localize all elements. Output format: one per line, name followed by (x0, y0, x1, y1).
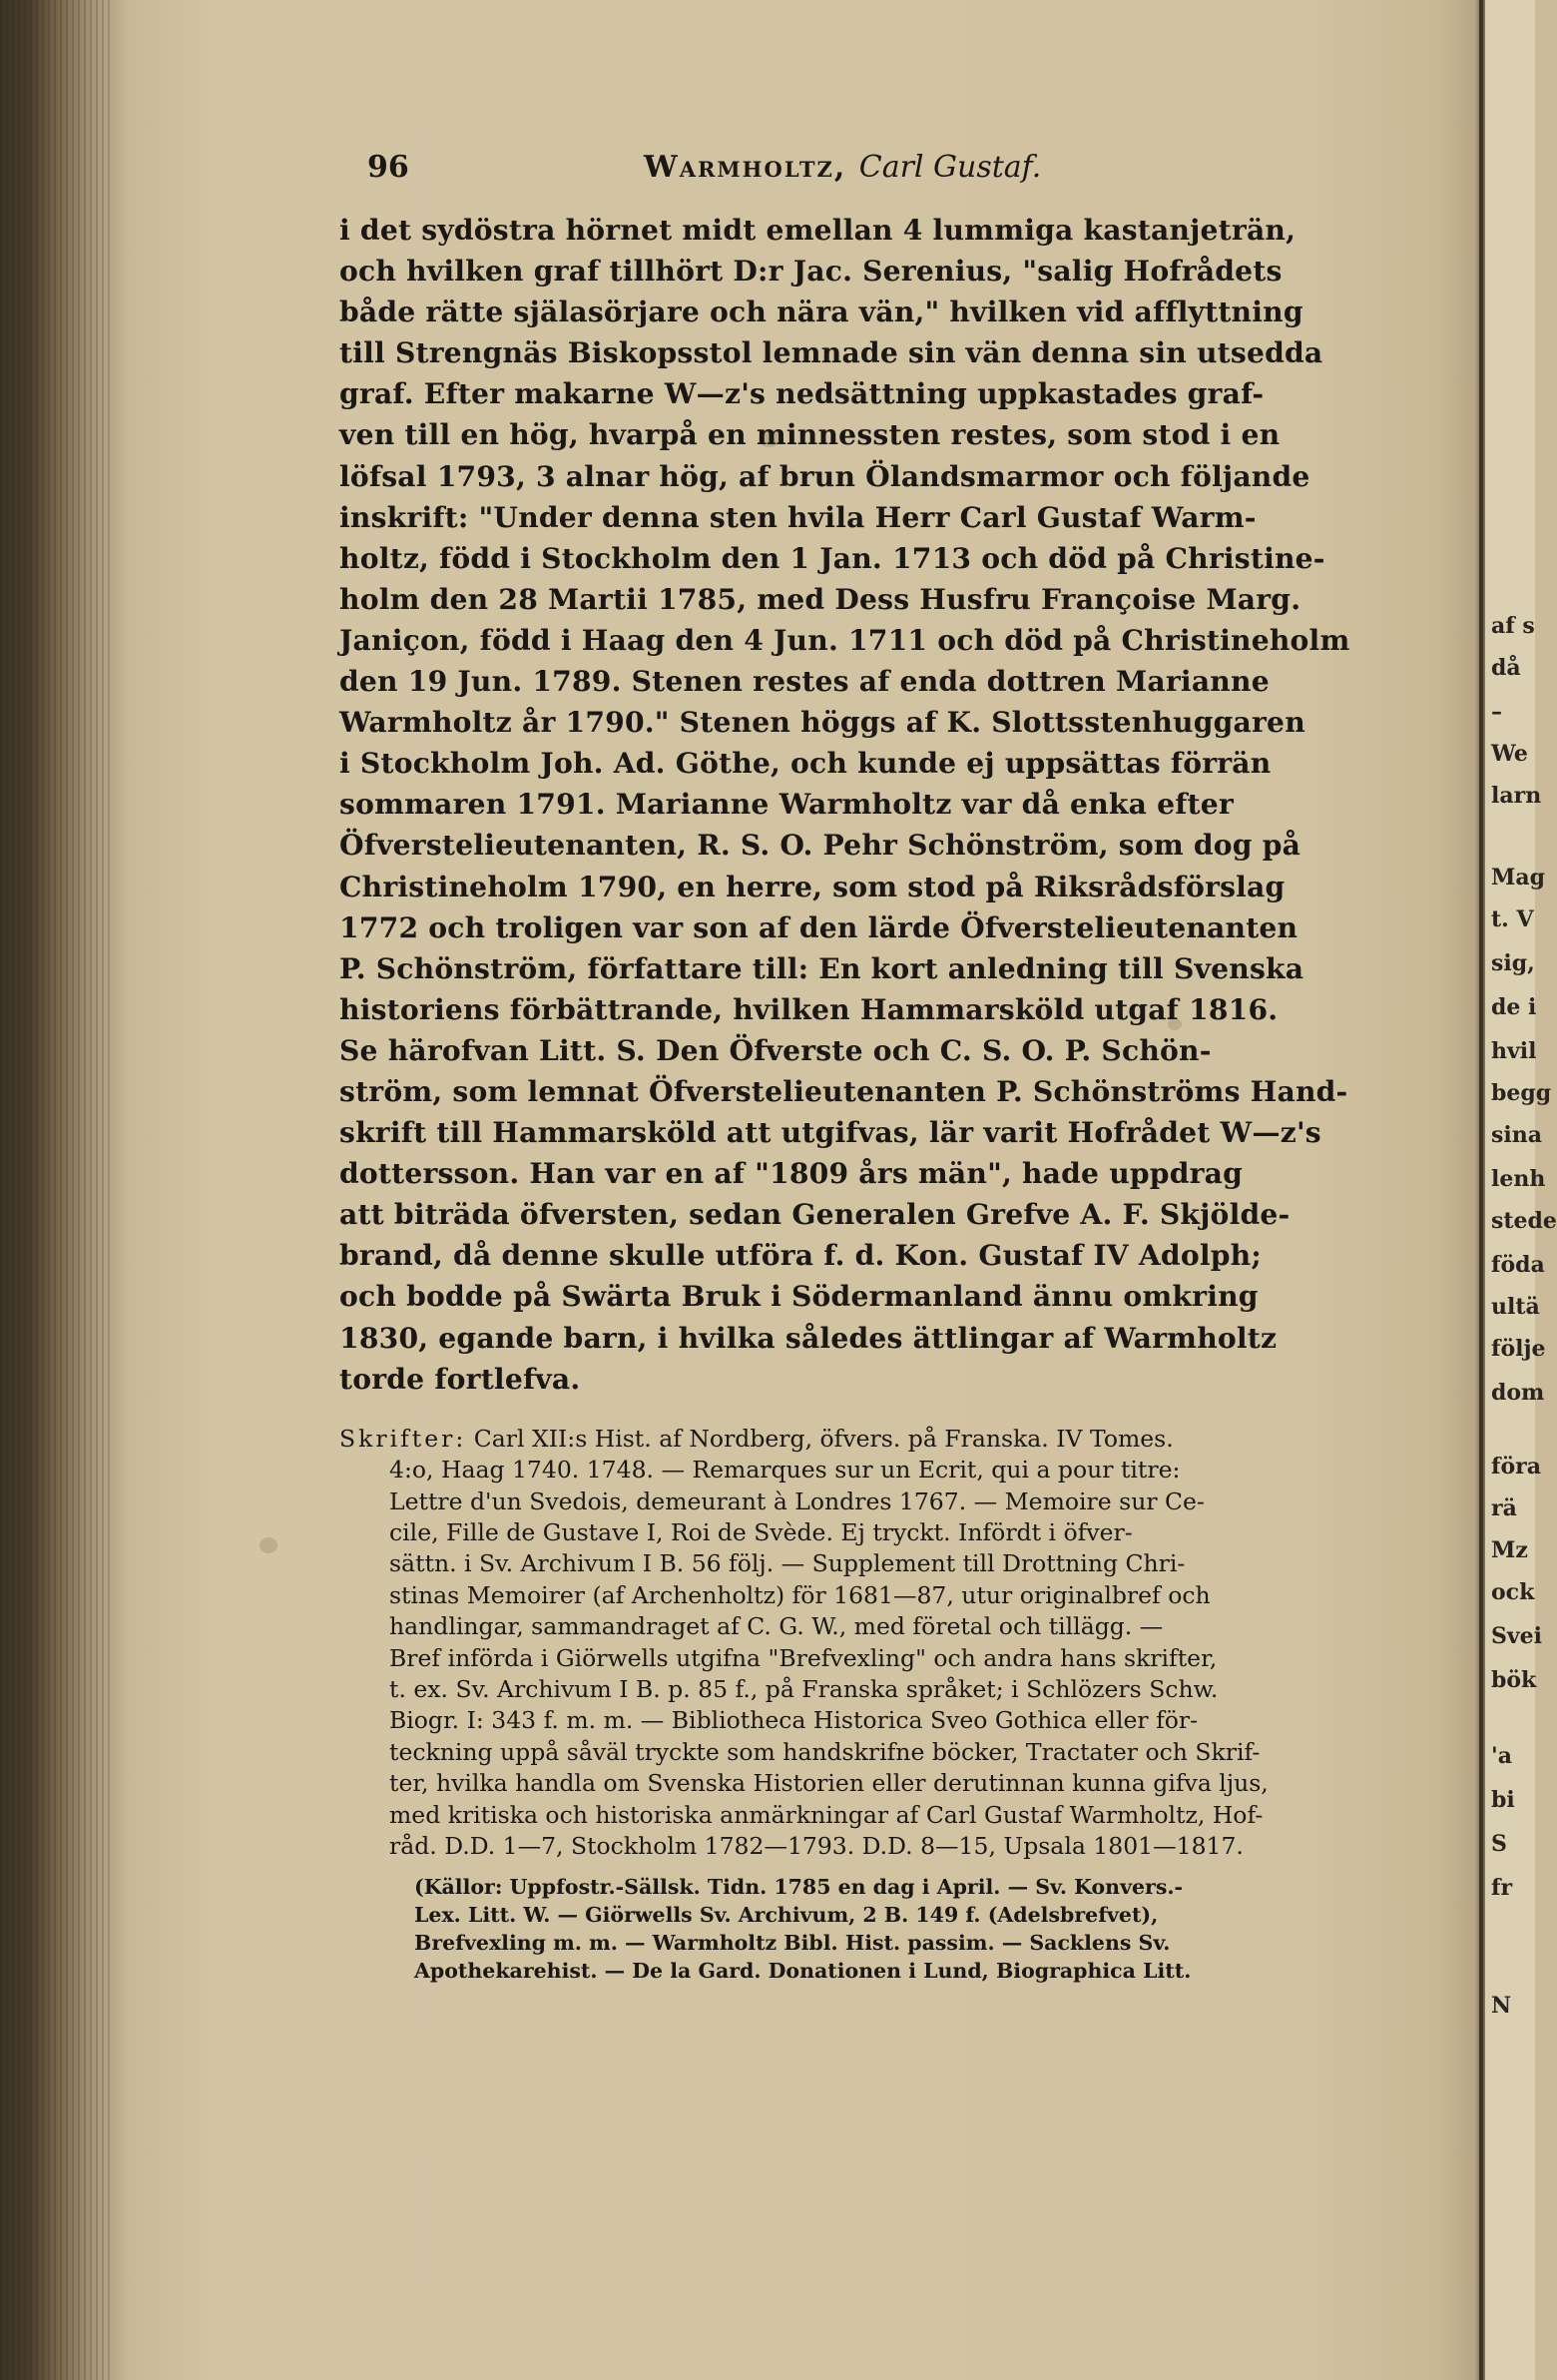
text-line: och bodde på Swärta Bruk i Södermanland ännu omkring (339, 1280, 1259, 1314)
writings-line: sättn. i Sv. Archivum I B. 56 följ. — Supplement till Drottning Chri- (389, 1549, 1186, 1578)
writings-line: Lettre d'un Svedois, demeurant à Londres 1767. — Memoire sur Ce- (389, 1487, 1205, 1515)
text-line: den 19 Jun. 1789. Stenen restes af enda dottren Marianne (339, 665, 1270, 699)
text-line: i det sydöstra hörnet midt emellan 4 lummiga kastanjeträn, (339, 214, 1297, 247)
text-line: att biträda öfversten, sedan Generalen Grefve A. F. Skjölde- (339, 1198, 1291, 1232)
adjacent-fragment: bi (1491, 1787, 1515, 1813)
adjacent-fragment: larn (1491, 783, 1542, 809)
writings-line: teckning uppå såväl tryckte som handskrifne böcker, Tractater och Skrif- (389, 1737, 1261, 1766)
page-edge (1479, 0, 1483, 2380)
text-line: till Strengnäs Biskopsstol lemnade sin vän denna sin utsedda (339, 336, 1323, 370)
adjacent-fragment: af s (1491, 613, 1535, 639)
adjacent-fragment: Svei (1491, 1623, 1543, 1649)
text-line: holtz, född i Stockholm den 1 Jan. 1713 och död på Christine- (339, 541, 1325, 575)
text-line: historiens förbättrande, hvilken Hammarsköld utgaf 1816. (339, 992, 1279, 1026)
running-head-surname: Warmholtz, (644, 150, 847, 185)
adjacent-fragment: begg (1491, 1080, 1552, 1106)
adjacent-fragment: då (1491, 655, 1521, 681)
sources-section (414, 1874, 1417, 1985)
book-page (339, 140, 1417, 1986)
adjacent-fragment: stede (1491, 1208, 1557, 1234)
running-head-given-names: Carl Gustaf. (858, 150, 1042, 185)
main-text (339, 210, 1417, 1400)
writings-line: Bref införda i Giörwells utgifna "Brefvexling" och andra hans skrifter, (389, 1643, 1218, 1672)
text-line: skrift till Hammarsköld att utgifvas, lär varit Hofrådet W—z's (339, 1116, 1321, 1150)
text-line: ven till en hög, hvarpå en minnessten restes, som stod i en (339, 418, 1281, 452)
adjacent-fragment: hvil (1491, 1038, 1537, 1064)
adjacent-fragment: de i (1491, 994, 1537, 1020)
adjacent-fragment: följe (1491, 1336, 1546, 1362)
text-line: Christineholm 1790, en herre, som stod på Riksrådsförslag (339, 870, 1286, 903)
adjacent-fragment: sina (1491, 1122, 1542, 1148)
writings-line: ter, hvilka handla om Svenska Historien eller derutinnan kunna gifva ljus, (389, 1769, 1269, 1798)
adjacent-fragment: 'a (1491, 1743, 1512, 1769)
adjacent-fragment: ultä (1491, 1294, 1540, 1320)
writings-label: Skrifter: (339, 1424, 467, 1453)
writings-line: t. ex. Sv. Archivum I B. p. 85 f., på Franska språket; i Schlözers Schw. (389, 1674, 1219, 1703)
text-line: graf. Efter makarne W—z's nedsättning uppkastades graf- (339, 377, 1265, 411)
text-line: dottersson. Han var en af "1809 års män", hade uppdrag (339, 1157, 1244, 1191)
foxing-spot (260, 1537, 277, 1553)
sources-line: Brefvexling m. m. — Warmholtz Bibl. Hist. passim. — Sacklens Sv. (414, 1931, 1171, 1955)
writings-line: Carl XII:s Hist. af Nordberg, öfvers. på Franska. IV Tomes. (473, 1424, 1174, 1453)
text-line: brand, då denne skulle utföra f. d. Kon. Gustaf IV Adolph; (339, 1239, 1262, 1273)
adjacent-fragment: Mz (1491, 1537, 1528, 1563)
writings-section (339, 1424, 1417, 1863)
sources-line: (Källor: Uppfostr.-Sällsk. Tidn. 1785 en dag i April. — Sv. Konvers.- (414, 1875, 1184, 1900)
text-line: P. Schönström, författare till: En kort anledning till Svenska (339, 951, 1304, 985)
adjacent-fragment: lenh (1491, 1166, 1546, 1192)
sources-line: Lex. Litt. W. — Giörwells Sv. Archivum, 2 B. 149 f. (Adelsbrefvet), (414, 1903, 1159, 1928)
running-head-title (644, 150, 1041, 185)
adjacent-fragment: t. V (1491, 906, 1534, 932)
adjacent-fragment: ock (1491, 1579, 1535, 1605)
adjacent-page-strip (1485, 0, 1557, 2380)
writings-line: Biogr. I: 343 f. m. m. — Bibliotheca Historica Sveo Gothica eller för- (389, 1706, 1199, 1735)
text-line: Janiçon, född i Haag den 4 Jun. 1711 och död på Christineholm (339, 623, 1350, 657)
adjacent-fragment: – (1491, 699, 1502, 725)
writings-line: stinas Memoirer (af Archenholtz) för 1681—87, utur originalbref och (389, 1580, 1211, 1609)
text-line: sommaren 1791. Marianne Warmholtz var då enka efter (339, 788, 1234, 822)
page-number: 96 (367, 150, 409, 185)
text-line: löfsal 1793, 3 alnar hög, af brun Ölandsmarmor och följande (339, 459, 1310, 493)
adjacent-fragment: föra (1491, 1454, 1541, 1480)
writings-line: cile, Fille de Gustave I, Roi de Svède. Ej tryckt. Infördt i öfver- (389, 1517, 1133, 1546)
text-line: Warmholtz år 1790." Stenen höggs af K. Slottsstenhuggaren (339, 706, 1305, 740)
writings-line: råd. D.D. 1—7, Stockholm 1782—1793. D.D. 8—15, Upsala 1801—1817. (389, 1832, 1244, 1860)
writings-line: 4:o, Haag 1740. 1748. — Remarques sur un Ecrit, qui a pour titre: (389, 1456, 1181, 1485)
writings-first-line (339, 1424, 1417, 1455)
text-line: holm den 28 Martii 1785, med Dess Husfru Françoise Marg. (339, 582, 1301, 616)
adjacent-fragment: S (1491, 1831, 1507, 1857)
text-line: Öfverstelieutenanten, R. S. O. Pehr Schönström, som dog på (339, 829, 1301, 863)
text-line: och hvilken graf tillhört D:r Jac. Serenius, "salig Hofrådets (339, 255, 1283, 289)
adjacent-fragment: We (1491, 741, 1528, 767)
text-line: både rätte själasörjare och nära vän," hvilken vid afflyttning (339, 296, 1303, 329)
text-line: torde fortlefva. (339, 1362, 581, 1396)
text-line: Se härofvan Litt. S. Den Öfverste och C. S. O. P. Schön- (339, 1033, 1212, 1067)
running-head (339, 140, 1417, 200)
text-line: 1772 och troligen var son af den lärde Öfverstelieutenanten (339, 910, 1298, 944)
sources-line: Apothekarehist. — De la Gard. Donationen i Lund, Biographica Litt. (414, 1958, 1192, 1983)
writings-line: handlingar, sammandraget af C. G. W., med företal och tillägg. — (389, 1612, 1164, 1641)
text-line: ström, som lemnat Öfverstelieutenanten P. Schönströms Hand- (339, 1074, 1348, 1108)
text-line: i Stockholm Joh. Ad. Göthe, och kunde ej uppsättas förrän (339, 747, 1272, 781)
writings-line: med kritiska och historiska anmärkningar af Carl Gustaf Warmholtz, Hof- (389, 1800, 1264, 1829)
text-line: 1830, egande barn, i hvilka således ättlingar af Warmholtz (339, 1321, 1278, 1355)
adjacent-fragment: dom (1491, 1380, 1545, 1406)
adjacent-fragment: föda (1491, 1252, 1545, 1278)
adjacent-fragment: rä (1491, 1495, 1517, 1521)
text-line: inskrift: "Under denna sten hvila Herr Carl Gustaf Warm- (339, 500, 1257, 534)
adjacent-fragment: N (1491, 1993, 1512, 2019)
adjacent-fragment: sig, (1491, 950, 1535, 976)
adjacent-fragment: bök (1491, 1667, 1537, 1693)
book-gutter (0, 0, 110, 2380)
adjacent-fragment: Mag (1491, 865, 1545, 891)
adjacent-fragment: fr (1491, 1875, 1513, 1901)
